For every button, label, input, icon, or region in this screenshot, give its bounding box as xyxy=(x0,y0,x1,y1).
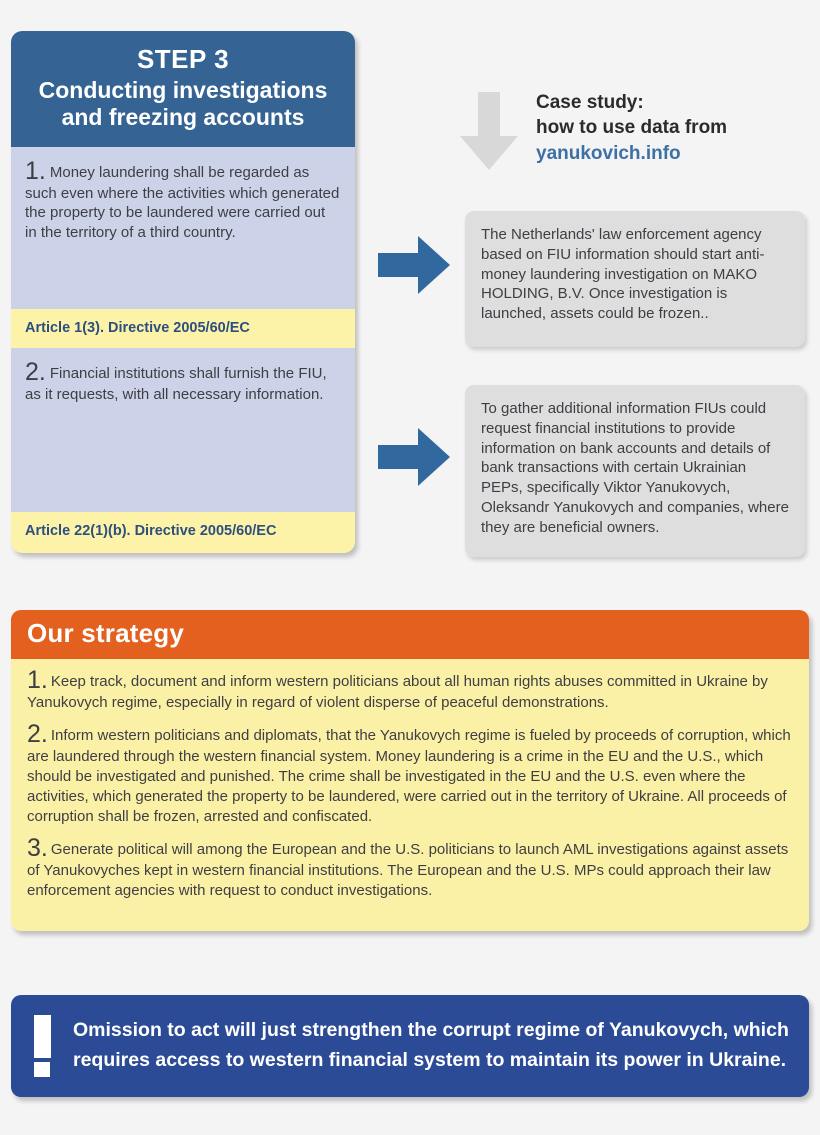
case-study-box-1: The Netherlands' law enforcement agency based on FIU information should start anti-money laundering investigation on MAKO HOLDING, B.V. Once investigation is launched, assets could be frozen.. xyxy=(465,211,805,347)
strategy-item-2 xyxy=(27,719,793,827)
case-study-text xyxy=(536,88,727,166)
right-arrow-icon-2 xyxy=(378,428,450,486)
article-number-1: 1. xyxy=(25,156,46,185)
strategy-number-2: 2. xyxy=(27,719,48,748)
strategy-content-1: Keep track, document and inform western politicians about all human rights abuses committed in Ukraine by Yanukovych regime, especially in regard of violent disperse of peaceful demonstrations. xyxy=(27,673,768,711)
case-study-line-1: Case study: xyxy=(536,92,644,113)
article-content-1: Money laundering shall be regarded as such even where the activities which generated the property to be laundered were carried out in the territory of a third country. xyxy=(25,163,340,241)
case-study-link[interactable]: yanukovich.info xyxy=(536,142,681,164)
case-study-box-2: To gather additional information FIUs could request financial institutions to provide information on bank accounts and details of bank transactions with certain Ukrainian PEPs, specifically Viktor Yanukovych, Oleksandr Yanukovych and companies, where they are beneficial owners. xyxy=(465,385,805,557)
article-content-2: Financial institutions shall furnish the FIU, as it requests, with all necessary information. xyxy=(25,364,327,403)
step-kicker: STEP 3 xyxy=(136,44,230,74)
strategy-body xyxy=(11,659,809,931)
strategy-item-1 xyxy=(27,668,793,713)
exclamation-dot xyxy=(34,1062,50,1077)
step-title: Conducting investigations and freezing accounts xyxy=(38,76,328,131)
article-citation-1: Article 1(3). Directive 2005/60/EC xyxy=(11,309,355,348)
legal-requirements-panel xyxy=(11,31,355,553)
article-citation-2: Article 22(1)(b). Directive 2005/60/EC xyxy=(11,512,355,553)
strategy-content-3: Generate political will among the European and the U.S. politicians to launch AML investigations against assets of Yanukovyches kept in western financial institutions. The European and the U.S. MPs could approach their law enforcement agencies with request to conduct investigations. xyxy=(27,840,789,899)
article-text-1 xyxy=(11,147,355,309)
exclamation-icon xyxy=(33,1015,51,1077)
strategy-number-3: 3. xyxy=(27,833,48,862)
step-header xyxy=(11,31,355,147)
strategy-panel xyxy=(11,610,809,931)
case-study-line-2: how to use data from xyxy=(536,117,728,139)
down-arrow-icon xyxy=(460,92,518,170)
alert-text: Omission to act will just strengthen the corrupt regime of Yanukovych, which requires access to western financial system to maintain its power in Ukraine. xyxy=(73,1019,789,1071)
strategy-number-1: 1. xyxy=(27,666,48,694)
article-number-2: 2. xyxy=(25,357,46,386)
strategy-item-3 xyxy=(27,833,793,901)
exclamation-bar xyxy=(34,1015,51,1058)
right-arrow-icon-1 xyxy=(378,236,450,294)
article-text-2 xyxy=(11,348,355,512)
strategy-title: Our strategy xyxy=(11,610,809,659)
case-study-heading xyxy=(460,88,727,170)
alert-banner xyxy=(11,995,809,1097)
strategy-content-2: Inform western politicians and diplomats, that the Yanukovych regime is fueled by proceeds of corruption, which are laundered through the western financial system. Money laundering is a crime in the EU and the U.S., which should be investigated and punished. The crime shall be investigated in the EU and the U.S. even where the activities, which generated the property to be laundered, were carried out in the territory of Ukraine. All proceeds of corruption shall be frozen, arrested and confiscated. xyxy=(27,726,791,825)
